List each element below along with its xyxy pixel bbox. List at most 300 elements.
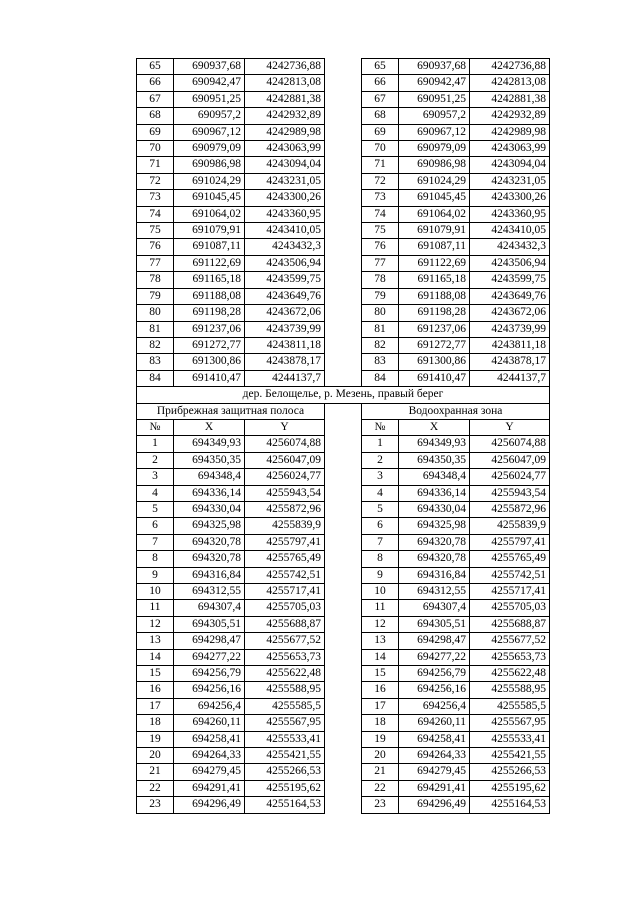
y-coordinate: 4255872,96 — [470, 501, 550, 517]
column-gap — [325, 698, 362, 714]
y-coordinate: 4243231,05 — [245, 173, 325, 189]
y-coordinate: 4243410,05 — [245, 223, 325, 239]
y-coordinate: 4255588,95 — [470, 682, 550, 698]
y-coordinate: 4243410,05 — [470, 223, 550, 239]
x-coordinate: 691237,06 — [174, 321, 245, 337]
y-coordinate: 4255742,51 — [470, 567, 550, 583]
y-coordinate: 4255164,53 — [245, 797, 325, 813]
x-coordinate: 691024,29 — [399, 173, 470, 189]
column-gap — [325, 223, 362, 239]
x-coordinate: 694256,79 — [399, 666, 470, 682]
point-number: 6 — [362, 518, 399, 534]
y-coordinate: 4243360,95 — [470, 206, 550, 222]
point-number: 15 — [137, 666, 174, 682]
x-coordinate: 694312,55 — [174, 584, 245, 600]
y-coordinate: 4243094,04 — [470, 157, 550, 173]
point-number: 73 — [362, 190, 399, 206]
point-number: 75 — [137, 223, 174, 239]
table-row — [137, 469, 550, 485]
y-coordinate: 4255421,55 — [245, 748, 325, 764]
point-number: 13 — [137, 633, 174, 649]
column-gap — [325, 551, 362, 567]
x-coordinate: 691165,18 — [174, 272, 245, 288]
x-coordinate: 690942,47 — [174, 75, 245, 91]
point-number: 84 — [137, 370, 174, 386]
left-zone-title: Прибрежная защитная полоса — [137, 403, 325, 419]
point-number: 16 — [362, 682, 399, 698]
section-title: дер. Белощелье, р. Мезень, правый берег — [137, 387, 550, 403]
y-coordinate: 4243506,94 — [245, 255, 325, 271]
column-gap — [325, 108, 362, 124]
y-coordinate: 4255567,95 — [470, 715, 550, 731]
point-number: 69 — [137, 124, 174, 140]
point-number: 5 — [362, 501, 399, 517]
x-coordinate: 694277,22 — [174, 649, 245, 665]
table-row — [137, 452, 550, 468]
table-row — [137, 682, 550, 698]
y-coordinate: 4243599,75 — [470, 272, 550, 288]
y-coordinate: 4255797,41 — [470, 534, 550, 550]
point-number: 82 — [362, 337, 399, 353]
x-coordinate: 691272,77 — [399, 337, 470, 353]
x-coordinate: 694256,4 — [399, 698, 470, 714]
point-number: 14 — [362, 649, 399, 665]
table-row — [137, 797, 550, 813]
point-number: 22 — [362, 780, 399, 796]
x-coordinate: 694258,41 — [399, 731, 470, 747]
coordinates-table — [136, 58, 550, 814]
point-number: 23 — [362, 797, 399, 813]
y-coordinate: 4243672,06 — [470, 305, 550, 321]
point-number: 72 — [362, 173, 399, 189]
table-row — [137, 59, 550, 75]
x-header: X — [399, 419, 470, 435]
point-number: 81 — [137, 321, 174, 337]
y-coordinate: 4255567,95 — [245, 715, 325, 731]
x-coordinate: 694312,55 — [399, 584, 470, 600]
x-coordinate: 694316,84 — [174, 567, 245, 583]
y-coordinate: 4255421,55 — [470, 748, 550, 764]
point-number: 3 — [137, 469, 174, 485]
y-coordinate: 4244137,7 — [470, 370, 550, 386]
column-gap — [325, 731, 362, 747]
point-number: 20 — [362, 748, 399, 764]
x-coordinate: 694291,41 — [174, 780, 245, 796]
y-coordinate: 4243811,18 — [470, 337, 550, 353]
column-gap — [325, 255, 362, 271]
y-coordinate: 4255717,41 — [245, 584, 325, 600]
x-coordinate: 690951,25 — [399, 91, 470, 107]
x-coordinate: 691300,86 — [174, 354, 245, 370]
point-number: 77 — [362, 255, 399, 271]
point-number: 77 — [137, 255, 174, 271]
table-row — [137, 206, 550, 222]
x-coordinate: 694316,84 — [399, 567, 470, 583]
x-coordinate: 694305,51 — [399, 616, 470, 632]
column-gap — [325, 337, 362, 353]
y-coordinate: 4243300,26 — [245, 190, 325, 206]
x-coordinate: 694336,14 — [399, 485, 470, 501]
y-coordinate: 4243649,76 — [470, 288, 550, 304]
point-number: 9 — [362, 567, 399, 583]
x-coordinate: 694296,49 — [174, 797, 245, 813]
table-row — [137, 698, 550, 714]
x-coordinate: 694348,4 — [174, 469, 245, 485]
point-number: 78 — [137, 272, 174, 288]
column-gap — [325, 75, 362, 91]
table-row — [137, 780, 550, 796]
x-coordinate: 690942,47 — [399, 75, 470, 91]
y-coordinate: 4255164,53 — [470, 797, 550, 813]
table-row — [137, 551, 550, 567]
point-number: 8 — [362, 551, 399, 567]
table-row — [137, 633, 550, 649]
y-coordinate: 4256047,09 — [245, 452, 325, 468]
x-coordinate: 694350,35 — [399, 452, 470, 468]
y-coordinate: 4255266,53 — [245, 764, 325, 780]
column-gap — [325, 780, 362, 796]
table-row — [137, 223, 550, 239]
y-header: Y — [470, 419, 550, 435]
table-row — [137, 91, 550, 107]
x-coordinate: 691237,06 — [399, 321, 470, 337]
column-gap — [325, 682, 362, 698]
x-coordinate: 694256,79 — [174, 666, 245, 682]
x-coordinate: 694298,47 — [174, 633, 245, 649]
point-number: 65 — [362, 59, 399, 75]
y-coordinate: 4255742,51 — [245, 567, 325, 583]
point-number: 20 — [137, 748, 174, 764]
y-coordinate: 4243739,99 — [470, 321, 550, 337]
point-number: 17 — [362, 698, 399, 714]
zone-title-row — [137, 403, 550, 419]
column-gap — [325, 534, 362, 550]
column-gap — [325, 272, 362, 288]
y-coordinate: 4243432,3 — [470, 239, 550, 255]
x-coordinate: 691079,91 — [399, 223, 470, 239]
y-coordinate: 4256024,77 — [470, 469, 550, 485]
y-coordinate: 4242989,98 — [245, 124, 325, 140]
column-gap — [325, 288, 362, 304]
x-coordinate: 694325,98 — [174, 518, 245, 534]
point-number: 83 — [137, 354, 174, 370]
point-number: 11 — [137, 600, 174, 616]
point-number: 80 — [362, 305, 399, 321]
table-row — [137, 764, 550, 780]
table-row — [137, 337, 550, 353]
table-row — [137, 124, 550, 140]
x-coordinate: 691024,29 — [174, 173, 245, 189]
x-coordinate: 694305,51 — [174, 616, 245, 632]
point-number: 11 — [362, 600, 399, 616]
y-coordinate: 4242881,38 — [470, 91, 550, 107]
x-coordinate: 694279,45 — [399, 764, 470, 780]
point-number: 66 — [137, 75, 174, 91]
x-coordinate: 691122,69 — [174, 255, 245, 271]
column-gap — [325, 403, 362, 419]
x-coordinate: 690986,98 — [174, 157, 245, 173]
x-coordinate: 691079,91 — [174, 223, 245, 239]
point-number: 78 — [362, 272, 399, 288]
point-number: 79 — [362, 288, 399, 304]
x-coordinate: 694260,11 — [399, 715, 470, 731]
column-gap — [325, 452, 362, 468]
y-coordinate: 4243599,75 — [245, 272, 325, 288]
coordinates-page — [136, 58, 549, 814]
table-row — [137, 616, 550, 632]
x-coordinate: 690986,98 — [399, 157, 470, 173]
point-number: 65 — [137, 59, 174, 75]
column-gap — [325, 124, 362, 140]
point-number: 84 — [362, 370, 399, 386]
x-coordinate: 690951,25 — [174, 91, 245, 107]
point-number: 19 — [137, 731, 174, 747]
y-coordinate: 4242736,88 — [245, 59, 325, 75]
table-row — [137, 354, 550, 370]
x-coordinate: 694291,41 — [399, 780, 470, 796]
point-number: 70 — [362, 141, 399, 157]
y-coordinate: 4255943,54 — [245, 485, 325, 501]
table-row — [137, 485, 550, 501]
point-number: 18 — [362, 715, 399, 731]
y-coordinate: 4255765,49 — [245, 551, 325, 567]
point-number: 7 — [362, 534, 399, 550]
table-row — [137, 518, 550, 534]
point-number: 12 — [362, 616, 399, 632]
number-header: № — [362, 419, 399, 435]
column-gap — [325, 190, 362, 206]
x-coordinate: 691045,45 — [399, 190, 470, 206]
column-header-row — [137, 419, 550, 435]
x-coordinate: 694256,16 — [174, 682, 245, 698]
y-coordinate: 4255653,73 — [470, 649, 550, 665]
point-number: 83 — [362, 354, 399, 370]
x-coordinate: 694349,93 — [399, 436, 470, 452]
table-row — [137, 255, 550, 271]
x-coordinate: 694256,4 — [174, 698, 245, 714]
y-coordinate: 4255585,5 — [245, 698, 325, 714]
y-coordinate: 4243063,99 — [245, 141, 325, 157]
y-coordinate: 4255622,48 — [245, 666, 325, 682]
y-coordinate: 4255653,73 — [245, 649, 325, 665]
column-gap — [325, 419, 362, 435]
y-coordinate: 4255533,41 — [245, 731, 325, 747]
y-coordinate: 4256074,88 — [245, 436, 325, 452]
x-coordinate: 691410,47 — [399, 370, 470, 386]
point-number: 74 — [137, 206, 174, 222]
x-coordinate: 694298,47 — [399, 633, 470, 649]
table-row — [137, 584, 550, 600]
column-gap — [325, 616, 362, 632]
point-number: 18 — [137, 715, 174, 731]
table-row — [137, 501, 550, 517]
point-number: 74 — [362, 206, 399, 222]
table-row — [137, 534, 550, 550]
column-gap — [325, 91, 362, 107]
y-coordinate: 4242813,08 — [470, 75, 550, 91]
point-number: 13 — [362, 633, 399, 649]
y-coordinate: 4243063,99 — [470, 141, 550, 157]
x-coordinate: 691188,08 — [399, 288, 470, 304]
x-coordinate: 694307,4 — [399, 600, 470, 616]
x-coordinate: 691410,47 — [174, 370, 245, 386]
table-row — [137, 715, 550, 731]
point-number: 15 — [362, 666, 399, 682]
x-coordinate: 690957,2 — [174, 108, 245, 124]
table-row — [137, 731, 550, 747]
y-coordinate: 4256074,88 — [470, 436, 550, 452]
x-coordinate: 691122,69 — [399, 255, 470, 271]
x-coordinate: 690967,12 — [399, 124, 470, 140]
right-zone-title: Водоохранная зона — [362, 403, 550, 419]
x-coordinate: 690979,09 — [174, 141, 245, 157]
y-coordinate: 4243094,04 — [245, 157, 325, 173]
point-number: 16 — [137, 682, 174, 698]
column-gap — [325, 518, 362, 534]
y-coordinate: 4255677,52 — [245, 633, 325, 649]
column-gap — [325, 633, 362, 649]
x-coordinate: 690979,09 — [399, 141, 470, 157]
y-coordinate: 4255705,03 — [470, 600, 550, 616]
y-coordinate: 4255688,87 — [470, 616, 550, 632]
x-coordinate: 694320,78 — [174, 534, 245, 550]
x-coordinate: 691087,11 — [174, 239, 245, 255]
point-number: 7 — [137, 534, 174, 550]
point-number: 69 — [362, 124, 399, 140]
x-coordinate: 690937,68 — [399, 59, 470, 75]
x-coordinate: 694350,35 — [174, 452, 245, 468]
column-gap — [325, 206, 362, 222]
x-coordinate: 691045,45 — [174, 190, 245, 206]
table-row — [137, 305, 550, 321]
x-coordinate: 694279,45 — [174, 764, 245, 780]
section-row — [137, 387, 550, 403]
x-coordinate: 691188,08 — [174, 288, 245, 304]
point-number: 4 — [362, 485, 399, 501]
y-coordinate: 4255588,95 — [245, 682, 325, 698]
x-coordinate: 691198,28 — [399, 305, 470, 321]
x-coordinate: 694296,49 — [399, 797, 470, 813]
y-coordinate: 4242881,38 — [245, 91, 325, 107]
x-coordinate: 694320,78 — [399, 551, 470, 567]
point-number: 9 — [137, 567, 174, 583]
column-gap — [325, 666, 362, 682]
y-coordinate: 4255705,03 — [245, 600, 325, 616]
x-coordinate: 690967,12 — [174, 124, 245, 140]
column-gap — [325, 469, 362, 485]
table-row — [137, 436, 550, 452]
y-coordinate: 4243231,05 — [470, 173, 550, 189]
x-coordinate: 691064,02 — [399, 206, 470, 222]
y-coordinate: 4255765,49 — [470, 551, 550, 567]
x-coordinate: 694256,16 — [399, 682, 470, 698]
y-coordinate: 4255943,54 — [470, 485, 550, 501]
point-number: 3 — [362, 469, 399, 485]
y-coordinate: 4243739,99 — [245, 321, 325, 337]
point-number: 72 — [137, 173, 174, 189]
point-number: 23 — [137, 797, 174, 813]
y-coordinate: 4255585,5 — [470, 698, 550, 714]
column-gap — [325, 600, 362, 616]
x-coordinate: 691272,77 — [174, 337, 245, 353]
column-gap — [325, 797, 362, 813]
column-gap — [325, 584, 362, 600]
point-number: 10 — [137, 584, 174, 600]
y-coordinate: 4255622,48 — [470, 666, 550, 682]
point-number: 10 — [362, 584, 399, 600]
x-coordinate: 694264,33 — [399, 748, 470, 764]
point-number: 1 — [137, 436, 174, 452]
point-number: 67 — [362, 91, 399, 107]
table-row — [137, 141, 550, 157]
x-coordinate: 691300,86 — [399, 354, 470, 370]
x-coordinate: 694348,4 — [399, 469, 470, 485]
column-gap — [325, 321, 362, 337]
column-gap — [325, 370, 362, 386]
y-coordinate: 4243360,95 — [245, 206, 325, 222]
point-number: 19 — [362, 731, 399, 747]
point-number: 75 — [362, 223, 399, 239]
x-coordinate: 690937,68 — [174, 59, 245, 75]
x-coordinate: 694258,41 — [174, 731, 245, 747]
point-number: 2 — [362, 452, 399, 468]
column-gap — [325, 748, 362, 764]
x-coordinate: 691064,02 — [174, 206, 245, 222]
table-row — [137, 239, 550, 255]
x-coordinate: 694330,04 — [399, 501, 470, 517]
y-coordinate: 4243878,17 — [245, 354, 325, 370]
column-gap — [325, 354, 362, 370]
column-gap — [325, 764, 362, 780]
x-header: X — [174, 419, 245, 435]
y-coordinate: 4255195,62 — [245, 780, 325, 796]
point-number: 76 — [137, 239, 174, 255]
column-gap — [325, 567, 362, 583]
y-coordinate: 4242736,88 — [470, 59, 550, 75]
y-coordinate: 4256024,77 — [245, 469, 325, 485]
table-row — [137, 748, 550, 764]
column-gap — [325, 59, 362, 75]
point-number: 66 — [362, 75, 399, 91]
point-number: 14 — [137, 649, 174, 665]
y-coordinate: 4243649,76 — [245, 288, 325, 304]
point-number: 73 — [137, 190, 174, 206]
x-coordinate: 691165,18 — [399, 272, 470, 288]
point-number: 81 — [362, 321, 399, 337]
y-coordinate: 4255688,87 — [245, 616, 325, 632]
x-coordinate: 694330,04 — [174, 501, 245, 517]
table-row — [137, 666, 550, 682]
point-number: 5 — [137, 501, 174, 517]
point-number: 80 — [137, 305, 174, 321]
y-coordinate: 4255195,62 — [470, 780, 550, 796]
y-coordinate: 4243506,94 — [470, 255, 550, 271]
point-number: 4 — [137, 485, 174, 501]
y-coordinate: 4244137,7 — [245, 370, 325, 386]
column-gap — [325, 485, 362, 501]
table-row — [137, 272, 550, 288]
x-coordinate: 691087,11 — [399, 239, 470, 255]
point-number: 71 — [137, 157, 174, 173]
table-row — [137, 173, 550, 189]
column-gap — [325, 173, 362, 189]
column-gap — [325, 157, 362, 173]
table-row — [137, 321, 550, 337]
table-row — [137, 370, 550, 386]
y-coordinate: 4255266,53 — [470, 764, 550, 780]
y-coordinate: 4243300,26 — [470, 190, 550, 206]
table-row — [137, 108, 550, 124]
